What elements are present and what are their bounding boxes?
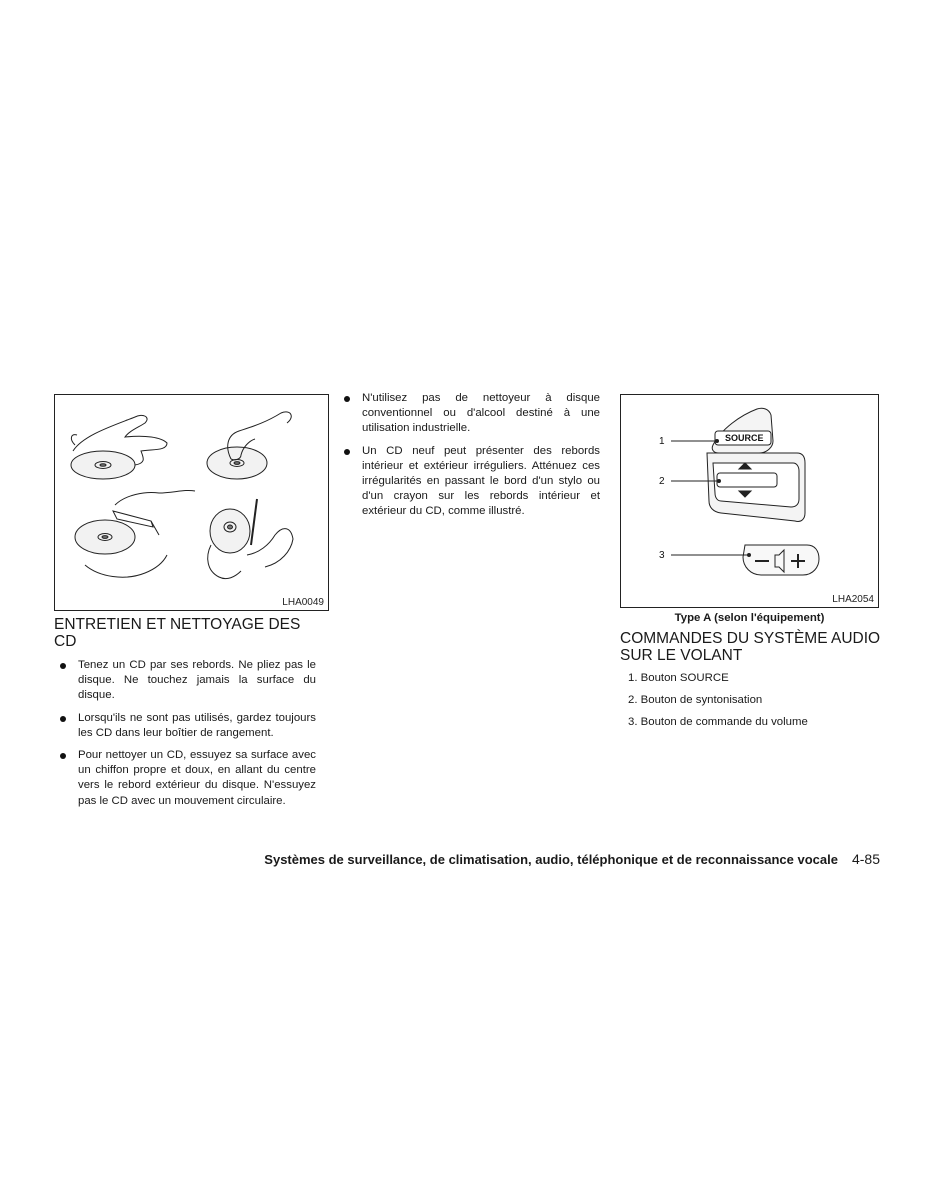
steering-audio-figure bbox=[620, 394, 879, 608]
cd-handling-illustration bbox=[55, 395, 328, 610]
list-item: 2. Bouton de syntonisation bbox=[628, 694, 763, 706]
list-item: N'utilisez pas de nettoyeur à disque conventionnel ou d'alcool destiné à une utilisation industrielle. bbox=[338, 391, 600, 437]
cd-cleaning-list bbox=[338, 391, 600, 527]
list-item: 3. Bouton de commande du volume bbox=[628, 716, 808, 728]
steering-audio-illustration bbox=[621, 395, 878, 607]
callout-label: 1 bbox=[659, 436, 665, 447]
section-heading-cd-care: ENTRETIEN ET NETTOYAGE DES CD bbox=[54, 616, 301, 650]
cd-care-list bbox=[54, 658, 316, 816]
list-item: 1. Bouton SOURCE bbox=[628, 672, 729, 684]
section-heading-audio-controls: COMMANDES DU SYSTÈME AUDIO SUR LE VOLANT bbox=[620, 630, 881, 664]
list-item: Lorsqu'ils ne sont pas utilisés, gardez toujours les CD dans leur boîtier de rangement. bbox=[54, 711, 316, 741]
cd-handling-figure bbox=[54, 394, 329, 611]
source-button-label: SOURCE bbox=[725, 433, 764, 443]
figure-code: LHA0049 bbox=[282, 597, 324, 608]
footer-section-title: Systèmes de surveillance, de climatisation, audio, téléphonique et de reconnaissance vocale bbox=[264, 852, 838, 867]
audio-controls-list bbox=[620, 671, 880, 737]
page-footer bbox=[0, 851, 880, 867]
page-number: 4-85 bbox=[851, 851, 880, 867]
figure-code: LHA2054 bbox=[832, 594, 874, 605]
list-item: Tenez un CD par ses rebords. Ne pliez pas le disque. Ne touchez jamais la surface du disque. bbox=[54, 658, 316, 704]
callout-label: 3 bbox=[659, 550, 665, 561]
list-item: Pour nettoyer un CD, essuyez sa surface avec un chiffon propre et doux, en allant du centre vers le rebord extérieur du disque. N'essuyez pas le CD avec un mouvement circulaire. bbox=[54, 748, 316, 809]
list-item: Un CD neuf peut présenter des rebords intérieur et extérieur irréguliers. Atténuez ces irrégularités en passant le bord d'un stylo ou d'un crayon sur les rebords intérieur et extérieur du CD, comme illustré. bbox=[338, 444, 600, 520]
figure-caption: Type A (selon l'équipement) bbox=[674, 612, 825, 624]
callout-label: 2 bbox=[659, 476, 665, 487]
